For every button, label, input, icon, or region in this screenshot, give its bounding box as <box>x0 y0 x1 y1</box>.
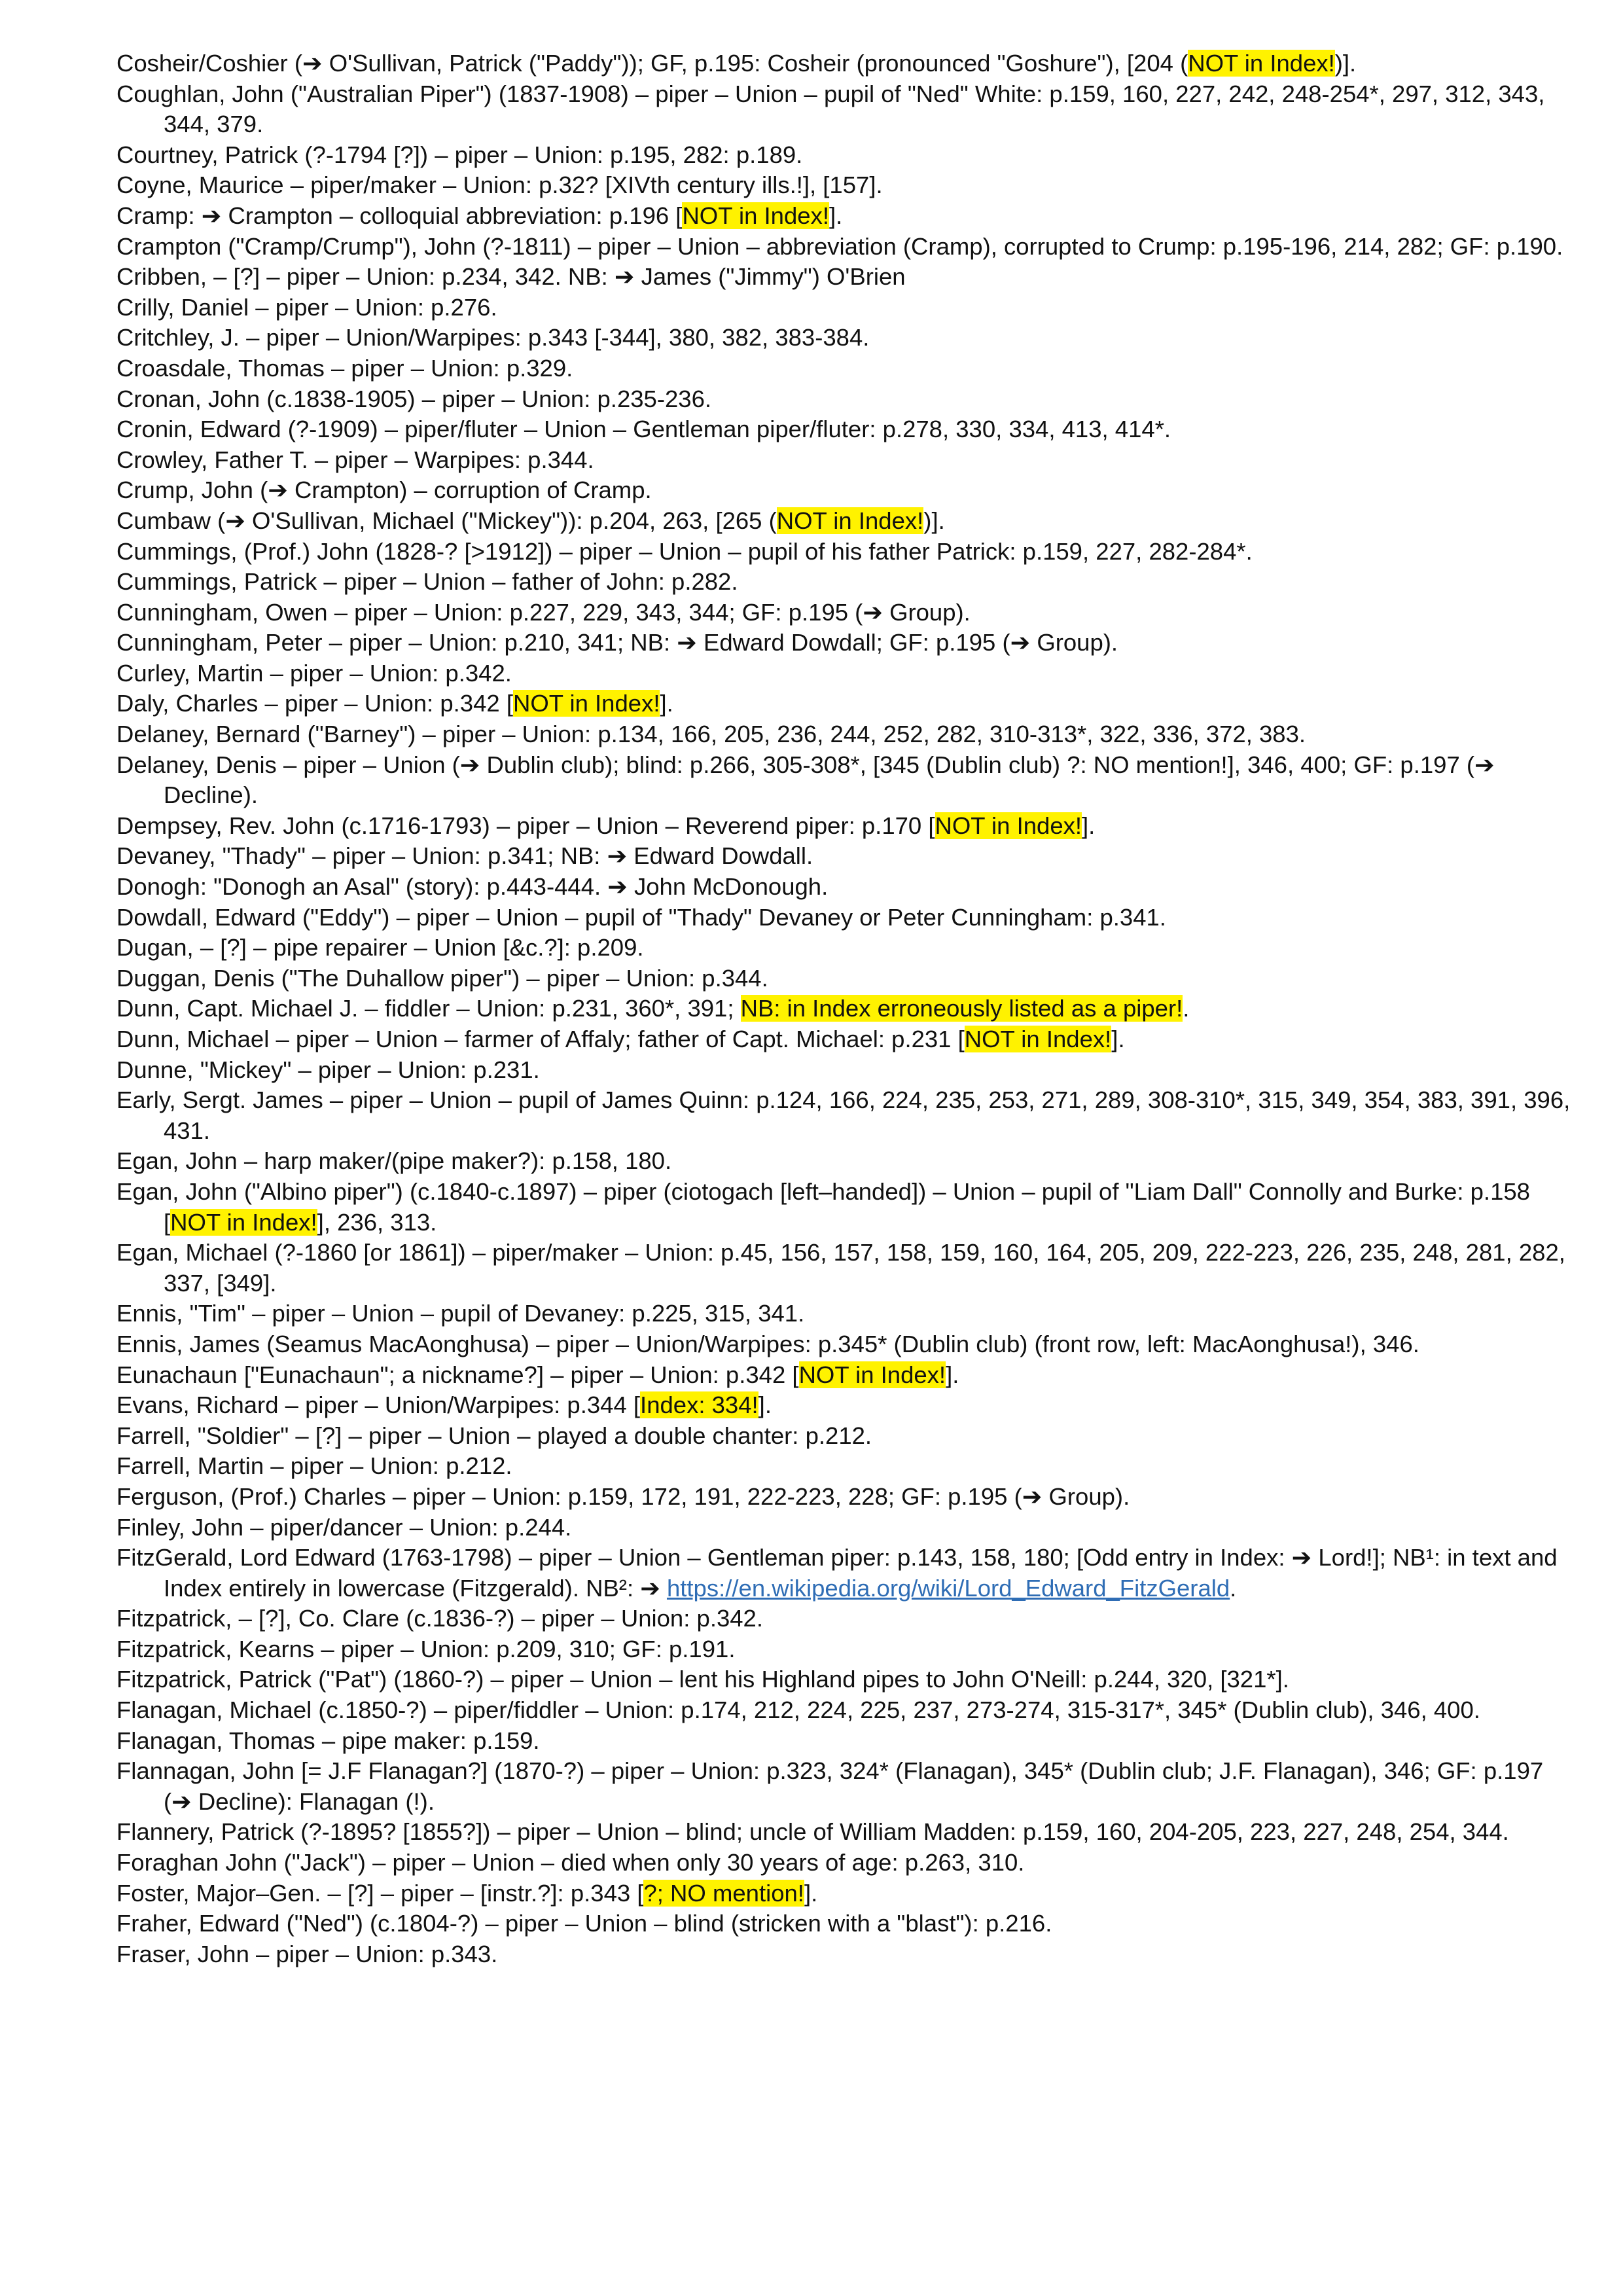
index-entry <box>116 658 1576 689</box>
index-entry <box>116 841 1576 872</box>
index-entry <box>116 1939 1576 1970</box>
index-entry <box>116 1390 1576 1421</box>
entry-text: Fitzpatrick, Kearns – piper – Union: p.209, 310; GF: p.191. <box>116 1635 736 1662</box>
highlighted-note: NOT in Index! <box>682 202 829 229</box>
index-entry <box>116 1482 1576 1513</box>
entry-text: Egan, John ("Albino piper") (c.1840-c.1897) – piper (ciotogach [left–handed]) – Union – pupil of "Liam Dall" Connolly and Burke: p.158 [ <box>116 1177 1530 1236</box>
index-entry <box>116 48 1576 79</box>
index-entry <box>116 1664 1576 1695</box>
entry-text: Dunn, Michael – piper – Union – farmer of Affaly; father of Capt. Michael: p.231 [ <box>116 1026 965 1052</box>
entry-text: Fitzpatrick, Patrick ("Pat") (1860-?) – piper – Union – lent his Highland pipes to John O'Neill: p.244, 320, [321*]. <box>116 1666 1289 1693</box>
index-entry <box>116 872 1576 903</box>
entry-text: Foraghan John ("Jack") – piper – Union – died when only 30 years of age: p.263, 310. <box>116 1849 1025 1876</box>
entry-text: Foster, Major–Gen. – [?] – piper – [instr.?]: p.343 [ <box>116 1879 644 1907</box>
entry-text: Ferguson, (Prof.) Charles – piper – Union: p.159, 172, 191, 222-223, 228; GF: p.195 (➔ Group). <box>116 1482 1130 1510</box>
index-entry <box>116 811 1576 842</box>
entry-text: Duggan, Denis ("The Duhallow piper") – piper – Union: p.344. <box>116 964 768 992</box>
entry-text: FitzGerald, Lord Edward (1763-1798) – piper – Union – Gentleman piper: p.143, 158, 180; [Odd entry in Index: ➔ Lord!]; NB¹: in text and Index entirely in lowercase (Fitzgerald). NB²: ➔ <box>116 1544 1558 1602</box>
entry-text: . <box>1230 1574 1237 1602</box>
highlighted-note: NOT in Index! <box>964 1026 1112 1052</box>
index-entry <box>116 323 1576 353</box>
entry-text: Eunachaun ["Eunachaun"; a nickname?] – piper – Union: p.342 [ <box>116 1361 799 1388</box>
entry-text: Egan, Michael (?-1860 [or 1861]) – piper/maker – Union: p.45, 156, 157, 158, 159, 160, 164, 205, 209, 222-223, 226, 235, 248, 281, 282, 337, [349]. <box>116 1239 1565 1297</box>
entry-text: Crampton ("Cramp/Crump"), John (?-1811) – piper – Union – abbreviation (Cramp), corrupted to Crump: p.195-196, 214, 282; GF: p.190. <box>116 232 1563 260</box>
entry-text: Egan, John – harp maker/(pipe maker?): p.158, 180. <box>116 1147 672 1175</box>
highlighted-note: NOT in Index! <box>512 690 660 717</box>
entry-text: Cronin, Edward (?-1909) – piper/fluter – Union – Gentleman piper/fluter: p.278, 330, 334, 413, 414*. <box>116 416 1171 443</box>
index-entry <box>116 1238 1576 1299</box>
index-entry <box>116 567 1576 598</box>
index-entry <box>116 201 1576 232</box>
entry-text: Dugan, – [?] – pipe repairer – Union [&c.?]: p.209. <box>116 934 644 961</box>
entry-text: ]. <box>804 1879 818 1907</box>
entry-text: Ennis, James (Seamus MacAonghusa) – piper – Union/Warpipes: p.345* (Dublin club) (front row, left: MacAonghusa!), 346. <box>116 1330 1419 1357</box>
index-entry <box>116 262 1576 293</box>
entry-text: . <box>1183 995 1190 1022</box>
index-entry <box>116 1513 1576 1543</box>
index-entry <box>116 475 1576 506</box>
highlighted-note: NOT in Index! <box>776 507 924 534</box>
wikipedia-link[interactable]: https://en.wikipedia.org/wiki/Lord_Edward_FitzGerald <box>666 1574 1230 1602</box>
index-entry <box>116 445 1576 476</box>
index-entry <box>116 1177 1576 1238</box>
entry-text: Cumbaw (➔ O'Sullivan, Michael ("Mickey")): p.204, 263, [265 ( <box>116 507 777 534</box>
index-entry <box>116 1756 1576 1817</box>
index-entry <box>116 79 1576 140</box>
entry-text: Cunningham, Owen – piper – Union: p.227, 229, 343, 344; GF: p.195 (➔ Group). <box>116 598 971 626</box>
entry-text: Cramp: ➔ Crampton – colloquial abbreviation: p.196 [ <box>116 202 683 229</box>
entry-text: ], 236, 313. <box>317 1208 437 1236</box>
index-entry <box>116 1329 1576 1360</box>
entry-text: Coyne, Maurice – piper/maker – Union: p.32? [XIVth century ills.!], [157]. <box>116 171 883 199</box>
entry-text: Cummings, (Prof.) John (1828-? [>1912]) – piper – Union – pupil of his father Patrick: p.159, 227, 282-284*. <box>116 537 1253 565</box>
index-entry <box>116 1726 1576 1757</box>
entry-text: Dunn, Capt. Michael J. – fiddler – Union: p.231, 360*, 391; <box>116 995 741 1022</box>
entry-text: Dempsey, Rev. John (c.1716-1793) – piper – Union – Reverend piper: p.170 [ <box>116 812 935 839</box>
index-entry <box>116 903 1576 933</box>
index-entry <box>116 537 1576 567</box>
entry-text: Cosheir/Coshier (➔ O'Sullivan, Patrick ("Paddy")); GF, p.195: Cosheir (pronounced "Goshure"), [204 ( <box>116 50 1188 77</box>
entry-text: ]. <box>1111 1026 1125 1052</box>
index-entry <box>116 598 1576 628</box>
index-entry <box>116 994 1576 1024</box>
highlighted-note: NOT in Index! <box>798 1361 946 1388</box>
entry-text: Flannery, Patrick (?-1895? [1855?]) – piper – Union – blind; uncle of William Madden: p.159, 160, 204-205, 223, 227, 248, 254, 344. <box>116 1818 1509 1846</box>
entry-text: Ennis, "Tim" – piper – Union – pupil of Devaney: p.225, 315, 341. <box>116 1300 805 1327</box>
index-entry <box>116 293 1576 323</box>
entry-text: Crowley, Father T. – piper – Warpipes: p.344. <box>116 446 594 473</box>
entry-text: Cummings, Patrick – piper – Union – father of John: p.282. <box>116 568 738 596</box>
index-entry <box>116 140 1576 171</box>
index-entry <box>116 1299 1576 1329</box>
entry-text: Flanagan, Thomas – pipe maker: p.159. <box>116 1727 540 1754</box>
entry-text: Flannagan, John [= J.F Flanagan?] (1870-?) – piper – Union: p.323, 324* (Flanagan), 345* (Dublin club; J.F. Flanagan), 346; GF: p.197 (➔ Decline): Flanagan (!). <box>116 1757 1544 1815</box>
index-entry <box>116 1085 1576 1146</box>
index-entry <box>116 1421 1576 1452</box>
entry-text: Dunne, "Mickey" – piper – Union: p.231. <box>116 1056 540 1083</box>
entry-text: Critchley, J. – piper – Union/Warpipes: p.343 [-344], 380, 382, 383-384. <box>116 324 870 351</box>
entry-text: ]. <box>758 1391 772 1419</box>
index-entry <box>116 1695 1576 1726</box>
index-entry <box>116 689 1576 719</box>
index-entry <box>116 1360 1576 1391</box>
index-entry <box>116 353 1576 384</box>
index-entry <box>116 1878 1576 1909</box>
index-entry <box>116 384 1576 415</box>
entry-text: Devaney, "Thady" – piper – Union: p.341; NB: ➔ Edward Dowdall. <box>116 842 813 870</box>
entry-text: Fraher, Edward ("Ned") (c.1804-?) – piper – Union – blind (stricken with a "blast"): p.216. <box>116 1910 1052 1937</box>
entry-text: Fraser, John – piper – Union: p.343. <box>116 1940 498 1967</box>
index-entry <box>116 719 1576 750</box>
index-entry <box>116 1451 1576 1482</box>
entry-text: )]. <box>923 507 945 534</box>
entry-text: Donogh: "Donogh an Asal" (story): p.443-444. ➔ John McDonough. <box>116 873 829 901</box>
entry-text: ]. <box>1082 812 1096 839</box>
entry-text: Daly, Charles – piper – Union: p.342 [ <box>116 690 513 717</box>
index-entry <box>116 963 1576 994</box>
entry-text: Farrell, Martin – piper – Union: p.212. <box>116 1452 512 1480</box>
highlighted-note: NOT in Index! <box>935 812 1082 839</box>
index-page <box>116 48 1576 1969</box>
index-entry <box>116 933 1576 963</box>
entry-text: Farrell, "Soldier" – [?] – piper – Union – played a double chanter: p.212. <box>116 1422 872 1449</box>
entry-text: ]. <box>946 1361 959 1388</box>
entry-text: Crump, John (➔ Crampton) – corruption of Cramp. <box>116 476 652 504</box>
entry-text: Finley, John – piper/dancer – Union: p.244. <box>116 1513 572 1541</box>
highlighted-note: NOT in Index! <box>170 1208 317 1236</box>
entry-text: Courtney, Patrick (?-1794 [?]) – piper – Union: p.195, 282: p.189. <box>116 141 803 168</box>
index-entry <box>116 1848 1576 1878</box>
entry-text: Delaney, Bernard ("Barney") – piper – Union: p.134, 166, 205, 236, 244, 252, 282, 310-313*, 322, 336, 372, 383. <box>116 721 1306 748</box>
highlighted-note: ?; NO mention! <box>643 1879 804 1907</box>
index-entry <box>116 1604 1576 1634</box>
highlighted-note: NOT in Index! <box>1188 50 1335 77</box>
entry-text: Fitzpatrick, – [?], Co. Clare (c.1836-?) – piper – Union: p.342. <box>116 1605 763 1632</box>
entry-text: Cunningham, Peter – piper – Union: p.210, 341; NB: ➔ Edward Dowdall; GF: p.195 (➔ Group). <box>116 629 1118 656</box>
entry-text: Cronan, John (c.1838-1905) – piper – Union: p.235-236. <box>116 385 712 412</box>
index-entry <box>116 414 1576 445</box>
index-entry <box>116 628 1576 658</box>
entry-text: Delaney, Denis – piper – Union (➔ Dublin club); blind: p.266, 305-308*, [345 (Dublin club) ?: NO mention!], 346, 400; GF: p.197 (➔ Decline). <box>116 751 1495 809</box>
entry-text: ]. <box>829 202 843 229</box>
entry-text: Evans, Richard – piper – Union/Warpipes: p.344 [ <box>116 1391 641 1419</box>
highlighted-note: Index: 334! <box>640 1391 758 1419</box>
entry-text: Curley, Martin – piper – Union: p.342. <box>116 659 512 687</box>
entry-text: Flanagan, Michael (c.1850-?) – piper/fiddler – Union: p.174, 212, 224, 225, 237, 273-274, 315-317*, 345* (Dublin club), 346, 400. <box>116 1696 1480 1724</box>
index-entry <box>116 1634 1576 1665</box>
index-entry <box>116 1055 1576 1086</box>
entry-text: Early, Sergt. James – piper – Union – pupil of James Quinn: p.124, 166, 224, 235, 253, 271, 289, 308-310*, 315, 349, 354, 383, 391, 396, 431. <box>116 1086 1571 1144</box>
index-entry <box>116 232 1576 262</box>
entry-text: ]. <box>660 690 673 717</box>
entry-text: Croasdale, Thomas – piper – Union: p.329. <box>116 354 573 382</box>
index-entry <box>116 1909 1576 1939</box>
index-entry <box>116 1817 1576 1848</box>
index-entry <box>116 750 1576 811</box>
entry-text: Coughlan, John ("Australian Piper") (1837-1908) – piper – Union – pupil of "Ned" White: p.159, 160, 227, 242, 248-254*, 297, 312, 343, 344, 379. <box>116 80 1545 138</box>
index-entry <box>116 506 1576 537</box>
index-entry <box>116 170 1576 201</box>
entry-text: Cribben, – [?] – piper – Union: p.234, 342. NB: ➔ James ("Jimmy") O'Brien <box>116 263 906 291</box>
index-entry <box>116 1024 1576 1055</box>
entry-text: )]. <box>1334 50 1357 77</box>
highlighted-note: NB: in Index erroneously listed as a piper! <box>740 995 1183 1022</box>
index-entry <box>116 1146 1576 1177</box>
entry-text: Crilly, Daniel – piper – Union: p.276. <box>116 293 497 321</box>
index-entry <box>116 1543 1576 1604</box>
entry-text: Dowdall, Edward ("Eddy") – piper – Union – pupil of "Thady" Devaney or Peter Cunningham: p.341. <box>116 903 1166 931</box>
